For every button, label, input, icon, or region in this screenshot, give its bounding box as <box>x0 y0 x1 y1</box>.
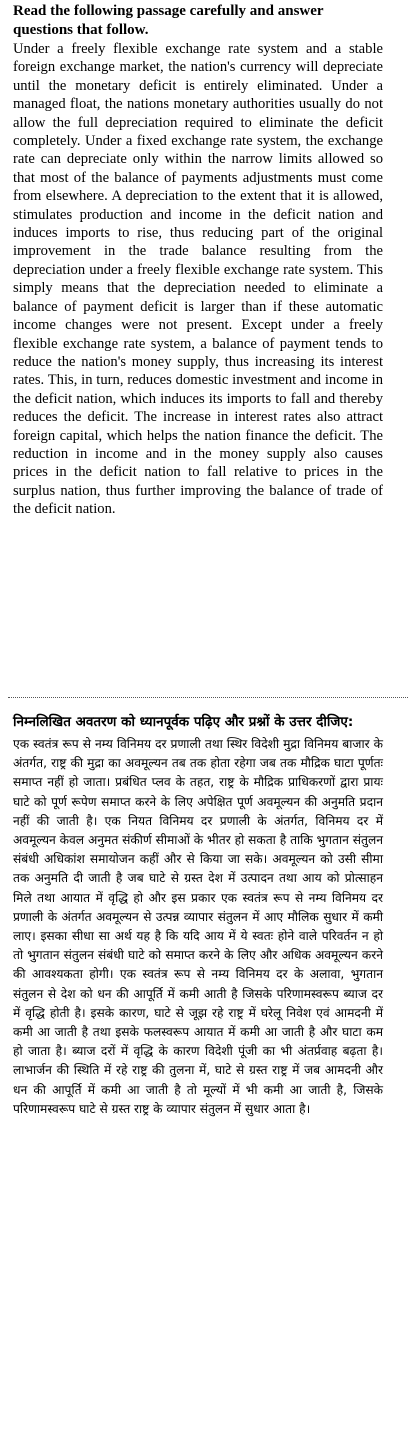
section-divider <box>8 697 408 698</box>
hindi-instruction-heading: निम्नलिखित अवतरण को ध्यानपूर्वक पढ़िए और प्रश्नों के उत्तर दीजिए: <box>13 714 354 730</box>
english-passage: Under a freely flexible exchange rate system and a stable foreign exchange market, the nation's currency will depreciate until the monetary deficit is entirely eliminated. Under a managed float, the nations monetary authorities usually do not allow the full depreciation required to eliminate the deficit completely. Under a fixed exchange rate system, the exchange rate can depreciate only within the narrow limits allowed so that most of the balance of payments adjustments must come from elsewhere. A depreciation to the extent that it is allowed, stimulates production and income in the deficit nation and induces imports to rise, thus reducing part of the original improvement in the trade balance resulting from the depreciation under a freely flexible exchange rate system. This simply means that the depreciation needed to eliminate a balance of payment deficit is larger than if these automatic income changes were not present. Except under a freely flexible exchange rate system, a balance of payment tends to reduce the nation's money supply, thus increasing its interest rates. This, in turn, reduces domestic investment and income in the deficit nation, which induces its imports to fall and thereby reduces the deficit. The increase in interest rates also attract foreign capital, which helps the nation finance the deficit. The reduction in income and in the money supply also causes prices in the deficit nation to fall relative to prices in the surplus nation, thus further improving the balance of trade of the deficit nation. <box>13 41 383 518</box>
hindi-passage: एक स्वतंत्र रूप से नम्य विनिमय दर प्रणाली तथा स्थिर विदेशी मुद्रा विनिमय बाजार के अंतर्गत, राष्ट्र की मुद्रा का अवमूल्यन तब तक होता रहेगा जब तक मौद्रिक घाटा पूर्णतः समाप्त नहीं हो जाता। प्रबंधित प्लव के तहत, राष्ट्र के मौद्रिक प्राधिकरणों द्वारा प्रायः घाटे को पूर्ण रूपेण समाप्त करने के लिए अपेक्षित पूर्ण अवमूल्यन की अनुमति प्रदान नहीं की जाती है। एक नियत विनिमय दर प्रणाली के अंतर्गत, विनिमय दर में अवमूल्यन केवल अनुमत संकीर्ण सीमाओं के भीतर हो सकता है ताकि भुगतान संतुलन संबंधी अधिकांश समायोजन कहीं और से किया जा सके। अवमूल्यन को उसी सीमा तक अनुमति दी जाती है जब घाटे से ग्रस्त देश में उत्पादन तथा आय को प्रोत्साहन मिले तथा आयात में वृद्धि हो और इस प्रकार एक स्वतंत्र रूप से नम्य विनिमय दर प्रणाली के अंतर्गत अवमूल्यन से उत्पन्न व्यापार संतुलन में आए मौलिक सुधार में कमी लाए। इसका सीधा सा अर्थ यह है कि यदि आय में ये स्वतः होने वाले परिवर्तन न हो तो भुगतान संतुलन संबंधी घाटे को समाप्त करने के लिए और अधिक अवमूल्यन करने की आवश्यकता होगी। एक स्वतंत्र रूप से नम्य विनिमय दर के अलावा, भुगतान संतुलन से देश को धन की आपूर्ति में कमी आती है जिसके परिणामस्वरूप ब्याज दर में वृद्धि होती है। इसके कारण, घाटे से जूझ रहे राष्ट्र में घरेलू निवेश एवं आमदनी में कमी आ जाती है तथा इसके फलस्वरूप आयात में कमी आ जाती है और घाटा कम हो जाता है। ब्याज दरों में वृद्धि के कारण विदेशी पूंजी का भी अंतर्प्रवाह बढ़ता है। लाभार्जन की स्थिति में रहे राष्ट्र की तुलना में, घाटे से ग्रस्त राष्ट्र में जब आमदनी और धन की आपूर्ति में कमी आ जाती है तो मूल्यों में भी कमी आ जाती है, जिसके परिणामस्वरूप घाटे से ग्रस्त राष्ट्र के व्यापार संतुलन में सुधार आता है। <box>13 737 383 1116</box>
english-instruction-heading: Read the following passage carefully and answer questions that follow. <box>13 3 324 38</box>
english-section <box>13 2 383 519</box>
hindi-section <box>13 712 383 1119</box>
